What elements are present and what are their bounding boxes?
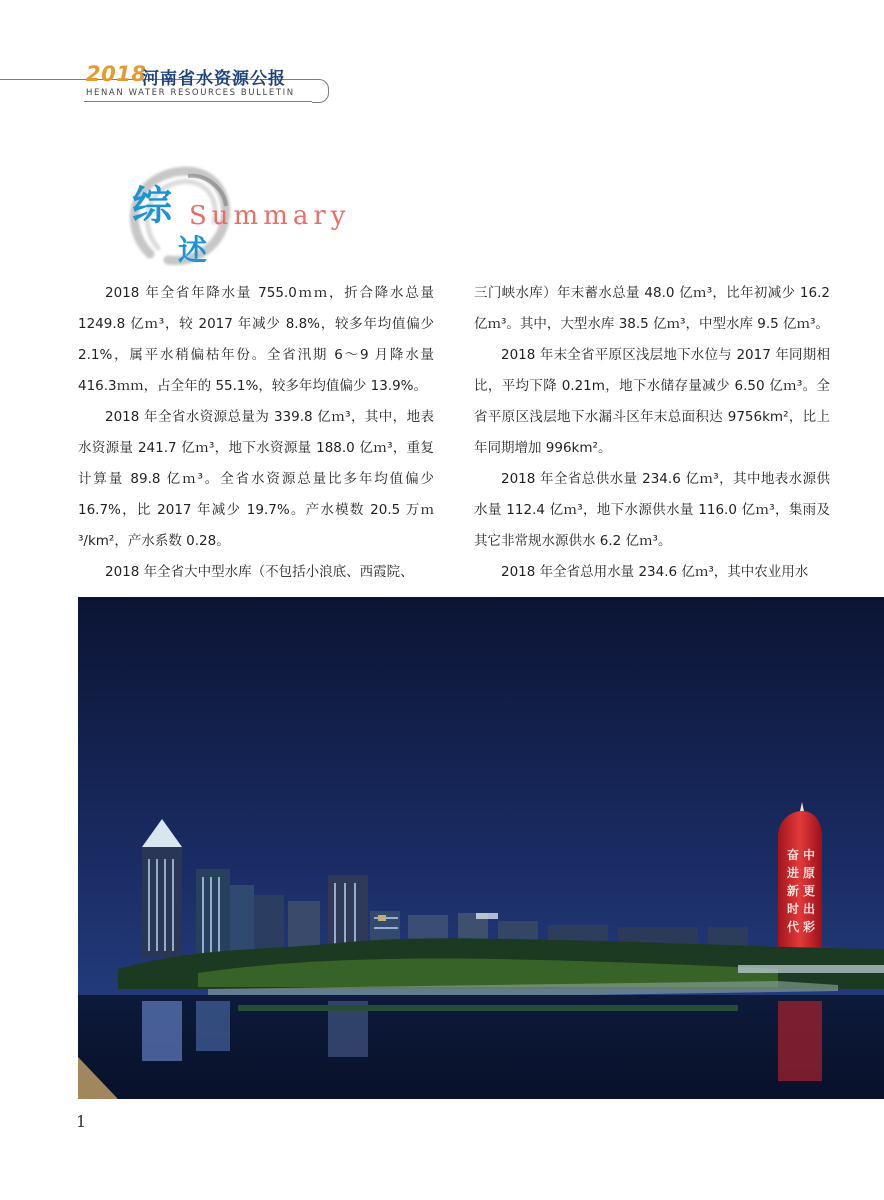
tower-slogan-left: 代 [787, 920, 800, 934]
header-bracket [312, 79, 329, 103]
paragraph: 2018 年全省总供水量 234.6 亿ｍ³，其中地表水源供水量 112.4 亿ｍ³，地下水源供水量 116.0 亿ｍ³，集雨及其它非常规水源供水 6.2 亿ｍ³。 [474, 471, 830, 549]
header-title-cn [142, 64, 286, 89]
section-title-char2: 述 [178, 233, 208, 267]
paragraph: 2018 年全省水资源总量为 339.8 亿ｍ³，其中，地表水资源量 241.7 亿ｍ³，地下水资源量 188.0 亿ｍ³，重复计算量 89.8 亿ｍ³。全省水资源总量比多年均值偏少 16.7%，比 2017 年减少 19.7%。产水模数 20.5 万ｍ³/km²，产水系数 0.28。 [78, 409, 434, 549]
header-rule-left [0, 79, 84, 80]
paragraph: 2018 年全省年降水量 755.0ｍｍ，折合降水总量 1249.8 亿ｍ³，较 2017 年减少 8.8%，较多年均值偏少 2.1%，属平水稍偏枯年份。全省汛期 6～9 月降水量 416.3ｍｍ，占全年的 55.1%，较多年均值偏少 13.9%。 [78, 285, 434, 394]
text-column-right [474, 278, 830, 588]
tower-slogan-right: 更 [803, 884, 816, 898]
tower-slogan-left: 进 [787, 866, 800, 880]
paragraph: 三门峡水库）年末蓄水总量 48.0 亿ｍ³，比年初减少 16.2 亿ｍ³。其中，大型水库 38.5 亿ｍ³，中型水库 9.5 亿ｍ³。 [474, 285, 830, 332]
tower-slogan-left: 时 [787, 902, 800, 916]
night-city-photo [78, 597, 884, 1099]
header-year: 2018 [86, 62, 147, 86]
header-rule-bottom [84, 101, 312, 102]
red-tower [778, 802, 822, 957]
header-title-text: 河南省水资源公报 [142, 69, 286, 89]
tower-slogan-left: 新 [787, 884, 800, 898]
tower-slogan-left: 奋 [787, 848, 800, 862]
paragraph: 2018 年末全省平原区浅层地下水位与 2017 年同期相比，平均下降 0.21m，地下水储存量减少 6.50 亿ｍ³。全省平原区浅层地下水漏斗区年末总面积达 9756km²，比上年同期增加 996km²。 [474, 347, 830, 456]
tower-slogan-right: 彩 [803, 920, 816, 934]
paragraph: 2018 年全省大中型水库（不包括小浪底、西霞院、 [105, 564, 414, 580]
page-number: 1 [76, 1112, 87, 1131]
section-title-char1: 综 [132, 182, 172, 229]
header-title-en: HENAN WATER RESOURCES BULLETIN [86, 88, 295, 98]
tower-slogan-right: 原 [803, 866, 816, 880]
section-title-en: Summary [189, 201, 351, 231]
tower-slogan-right: 中 [803, 848, 816, 862]
paragraph: 2018 年全省总用水量 234.6 亿ｍ³，其中农业用水 [501, 564, 809, 580]
text-column-left [78, 278, 434, 588]
tower-slogan-right: 出 [803, 902, 816, 916]
